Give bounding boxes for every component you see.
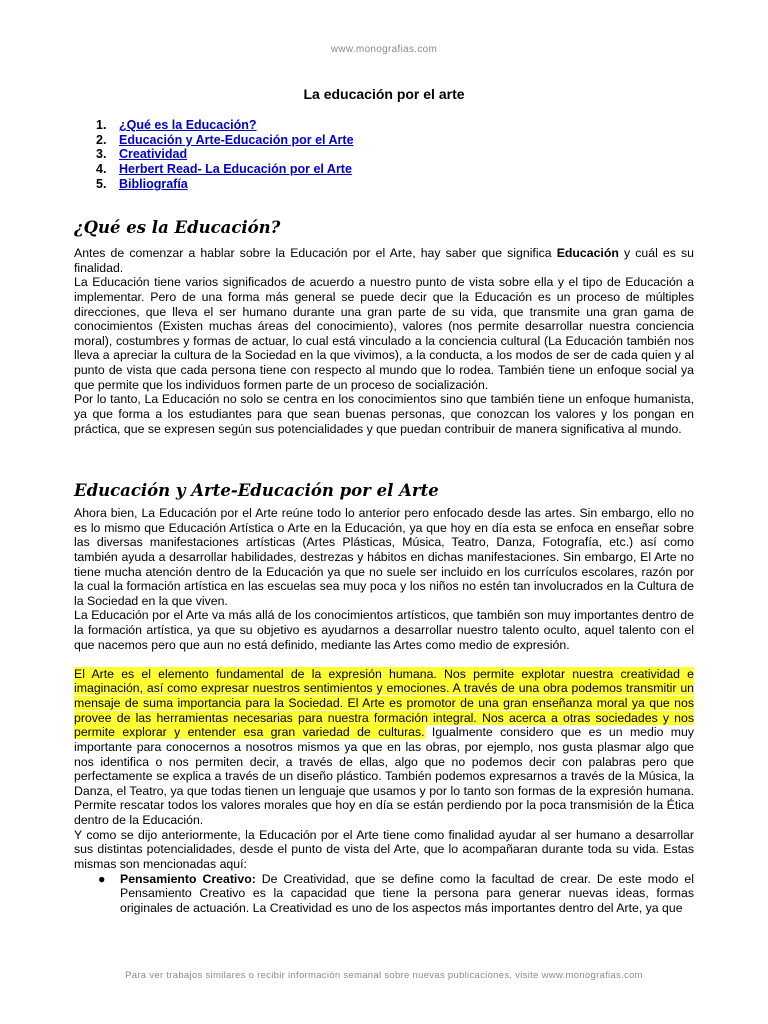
paragraph: Por lo tanto, La Educación no solo se centra en los conocimientos sino que también tiene un enfoque humanista, ya que forma a los estudiantes para que sean buenas personas, que conozcan los valores y los pongan en práctica, que se expresen según sus potencialidades y que puedan contribuir de manera significativa al mundo.: [74, 392, 694, 436]
text-run: De Creatividad, que se define como la facultad de crear. De este modo el Pensamiento Creativo es la capacidad que tiene la persona para generar nuevas ideas, formas originales de actuación. La Creatividad es uno de los aspectos más importantes dentro del Arte, ya que: [120, 871, 694, 915]
toc-number: 2.: [96, 132, 107, 147]
toc-number: 5.: [96, 176, 107, 191]
section-heading-que-es-educacion: ¿Qué es la Educación?: [74, 218, 281, 237]
text-run: Antes de comenzar a hablar sobre la Educación por el Arte, hay saber que significa: [74, 246, 557, 260]
paragraph: La Educación por el Arte va más allá de los conocimientos artísticos, que también son muy importantes dentro de la formación artística, ya que su objetivo es ayudarnos a desarrollar nuestro talento oculto, aquel talento con el que nacemos pero que aun no está definido, mediante las Artes como medio de expresión.: [74, 608, 694, 652]
toc-item: [96, 133, 354, 148]
toc-link-que-es-educacion[interactable]: ¿Qué es la Educación?: [119, 118, 257, 132]
blank-line: [74, 652, 694, 667]
section2-body: [74, 506, 694, 915]
toc-number: 3.: [96, 147, 107, 162]
toc-item: [96, 118, 354, 133]
text-run: y cuál es su finalidad.: [74, 246, 694, 275]
site-header: www.monografias.com: [330, 44, 438, 55]
section1-body: [74, 246, 694, 436]
bullet-icon: ●: [98, 871, 106, 886]
toc-link-educacion-y-arte[interactable]: Educación y Arte-Educación por el Arte: [119, 132, 354, 147]
paragraph: [74, 246, 694, 275]
text-run: Igualmente considero que es un medio muy importante para conocernos a nosotros mismos ya que en las obras, por ejemplo, nos gusta plasmar algo que nos identifica o nos permiten decir, a través de ellas, algo que no podemos decir con palabras pero que perfectamente se explica a través de un diseño plástico. También podemos expresarnos a través de la Música, la Danza, el Teatro, ya que todas tienen un lenguaje que usamos y por lo tanto son formas de la expresión humana. Permite rescatar todos los valores morales que hoy en día se están perdiendo por la poca transmisión de la Ética dentro de la Educación.: [74, 725, 694, 828]
toc-number: 1.: [96, 118, 107, 132]
toc-item: [96, 162, 354, 177]
toc-link-herbert-read[interactable]: Herbert Read- La Educación por el Arte: [119, 162, 352, 177]
document-title: La educación por el arte: [303, 86, 465, 102]
toc-item: [96, 177, 354, 192]
toc-number: 4.: [96, 162, 107, 177]
list-item: [74, 872, 694, 916]
toc-link-creatividad[interactable]: Creatividad: [119, 147, 188, 162]
toc-link-bibliografia[interactable]: Bibliografía: [119, 176, 188, 191]
bold-term: Educación: [556, 246, 619, 260]
highlighted-text: El Arte es el elemento fundamental de la expresión humana. Nos permite explotar nuestra creatividad e imaginación, así como expresar nuestros sentimientos y emociones. A través de una obra podemos transmitir un mensaje de suma importancia para la Sociedad. El Arte es promotor de una gran enseñanza moral ya que nos provee de las herramientas necesarias para nuestra formación integral. Nos acerca a otras sociedades y nos permite explorar y entender esa gran variedad de culturas.: [74, 666, 694, 740]
paragraph: [74, 667, 694, 828]
section-heading-educacion-y-arte: Educación y Arte-Educación por el Arte: [74, 481, 439, 500]
page-footer: Para ver trabajos similares o recibir información semanal sobre nuevas publicaciones, visite www.monografias.com: [125, 970, 643, 981]
table-of-contents: [96, 118, 354, 191]
toc-item: [96, 147, 354, 162]
paragraph: Ahora bien, La Educación por el Arte reúne todo lo anterior pero enfocado desde las artes. Sin embargo, ello no es lo mismo que Educación Artística o Arte en la Educación, ya que hoy en día esta se enfoca en enseñar sobre las diversas manifestaciones artísticas (Artes Plásticas, Música, Teatro, Danza, Fotografía, etc.) así como también ayuda a desarrollar habilidades, destrezas y hábitos en dichas manifestaciones. Sin embargo, El Arte no tiene mucha atención dentro de la Educación ya que no suele ser incluido en los currículos escolares, razón por la cual la formación artística en las escuelas sea muy poca y los niños no estén tan involucrados en la Cultura de la Sociedad en la que viven.: [74, 506, 694, 608]
bold-term: Pensamiento Creativo:: [120, 871, 256, 886]
paragraph: La Educación tiene varios significados de acuerdo a nuestro punto de vista sobre ella y el tipo de Educación a implementar. Pero de una forma más general se puede decir que la Educación es un proceso de múltiples direcciones, que lleva el ser humano durante una gran parte de su vida, que transmite una gran gama de conocimientos (Existen muchas áreas del conocimiento), valores (nos permite desarrollar nuestra conciencia moral), costumbres y formas de actuar, lo cual está vinculado a la conciencia cultural (La Educación también nos lleva a apreciar la cultura de la Sociedad en la que vivimos), a la conducta, a los modos de ser de cada quien y al punto de vista que cada persona tiene con respecto al mundo que lo rodea. También tiene un enfoque social ya que permite que los individuos formen parte de un proceso de socialización.: [74, 275, 694, 392]
paragraph: Y como se dijo anteriormente, la Educación por el Arte tiene como finalidad ayudar al ser humano a desarrollar sus distintas potencialidades, desde el punto de vista del Arte, que lo acompañaran durante toda su vida. Estas mismas son mencionadas aquí:: [74, 827, 694, 871]
